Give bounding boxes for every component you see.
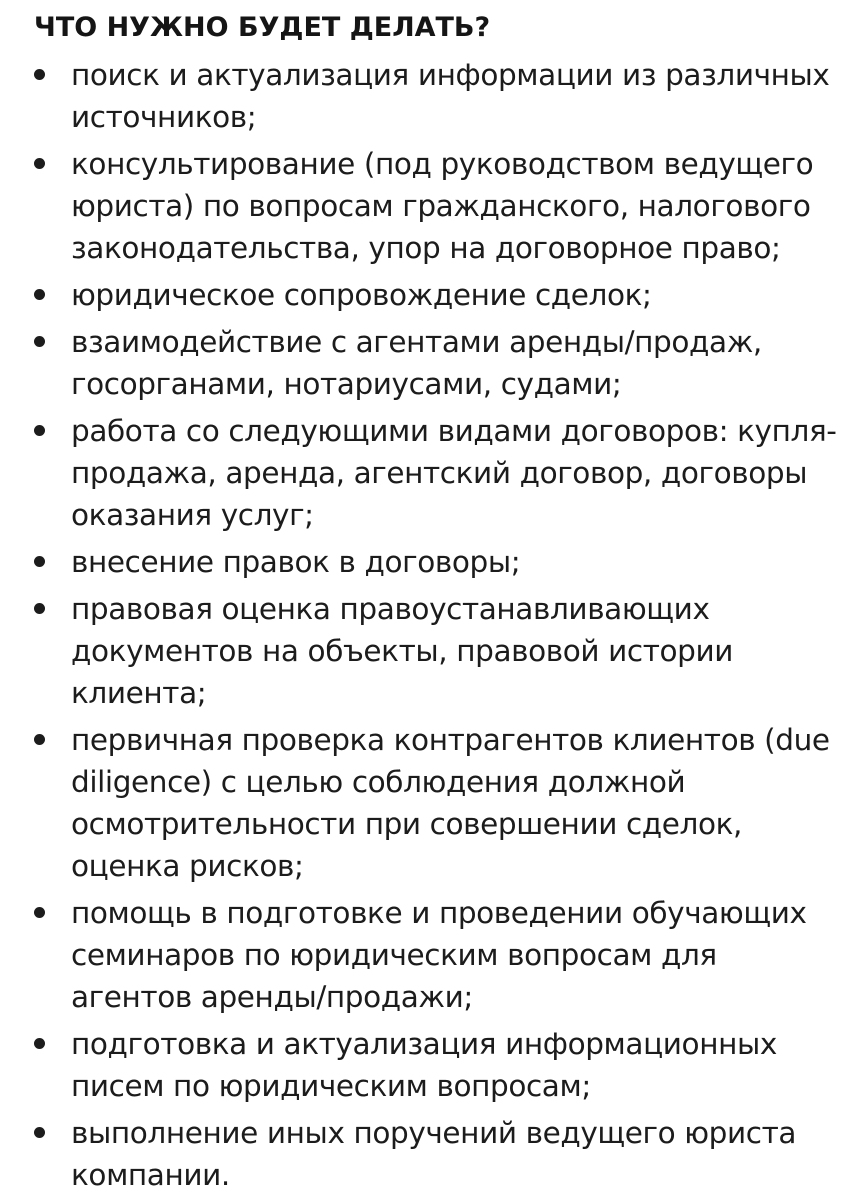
list-item <box>34 588 844 714</box>
list-item-text: поиск и актуализация информации из различных источников; <box>71 58 830 134</box>
bullet-icon <box>34 425 45 436</box>
list-item-text: помощь в подготовке и проведении обучающих семинаров по юридическим вопросам для агентов аренды/продажи; <box>71 896 807 1014</box>
list-item <box>34 892 844 1018</box>
list-item <box>34 410 844 536</box>
list-item-text: юридическое сопровождение сделок; <box>71 278 652 312</box>
list-item <box>34 719 844 887</box>
section-heading: ЧТО НУЖНО БУДЕТ ДЕЛАТЬ? <box>34 12 491 43</box>
bullet-icon <box>34 734 45 745</box>
bullet-icon <box>34 336 45 347</box>
bullet-icon <box>34 158 45 169</box>
bullet-icon <box>34 603 45 614</box>
list-item <box>34 54 844 138</box>
list-item <box>34 274 844 316</box>
bullet-icon <box>34 1038 45 1049</box>
list-item-text: подготовка и актуализация информационных писем по юридическим вопросам; <box>71 1027 777 1103</box>
list-item-text: первичная проверка контрагентов клиентов (due diligence) с целью соблюдения должной осмотрительности при совершении сделок, оценка рисков; <box>71 723 830 883</box>
bullet-icon <box>34 69 45 80</box>
duties-list <box>34 54 844 1196</box>
list-item <box>34 321 844 405</box>
bullet-icon <box>34 907 45 918</box>
list-item <box>34 143 844 269</box>
bullet-icon <box>34 1127 45 1138</box>
list-item <box>34 1112 844 1196</box>
list-item-text: консультирование (под руководством ведущего юриста) по вопросам гражданского, налогового законодательства, упор на договорное право; <box>71 147 814 265</box>
list-item <box>34 541 844 583</box>
list-item-text: взаимодействие с агентами аренды/продаж, госорганами, нотариусами, судами; <box>71 325 762 401</box>
bullet-icon <box>34 556 45 567</box>
bullet-icon <box>34 289 45 300</box>
list-item-text: работа со следующими видами договоров: купля-продажа, аренда, агентский договор, договоры оказания услуг; <box>71 414 837 532</box>
list-item <box>34 1023 844 1107</box>
list-item-text: правовая оценка правоустанавливающих документов на объекты, правовой истории клиента; <box>71 592 734 710</box>
list-item-text: выполнение иных поручений ведущего юриста компании. <box>71 1116 797 1192</box>
list-item-text: внесение правок в договоры; <box>71 545 521 579</box>
